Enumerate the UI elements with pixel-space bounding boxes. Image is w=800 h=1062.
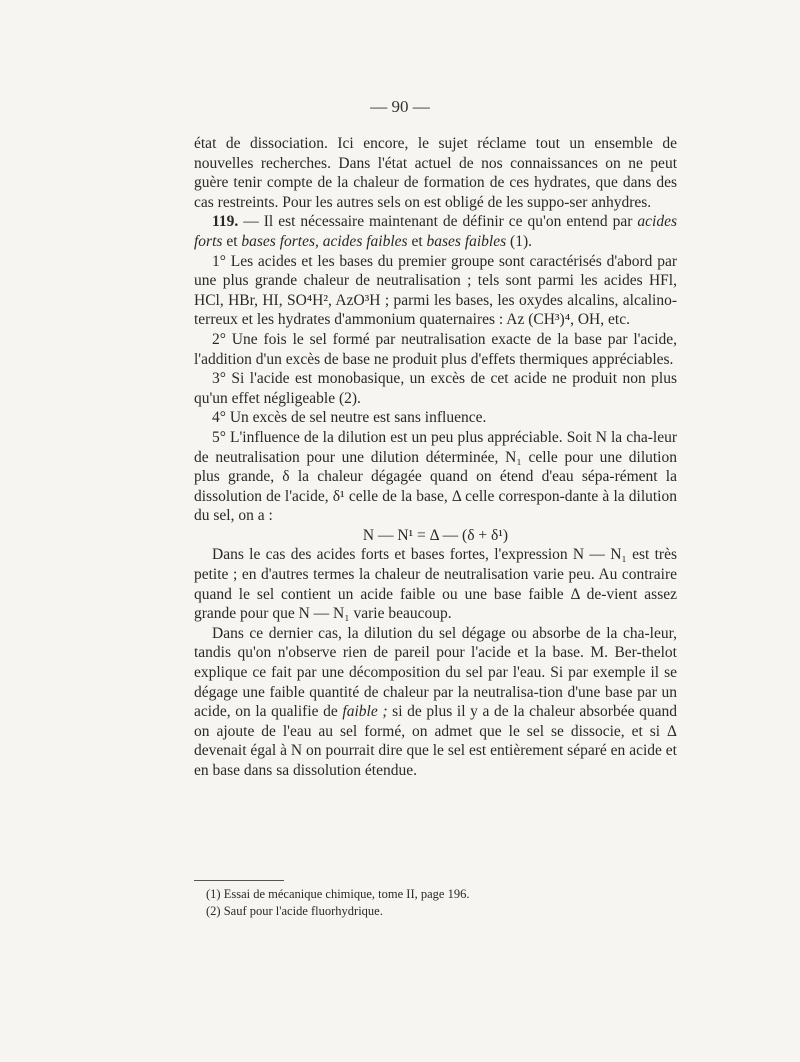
text-run: si de plus il y a de la chaleur absorbée quand on ajoute de l'eau au sel formé, on admet que le sel se dissocie, et si Δ devenait égal à N on pourrait dire que le sel est entièrement séparé en acide et en base dans sa dissolution étendue. (194, 703, 677, 779)
text-run: et (222, 232, 242, 250)
footnote-2: (2) Sauf pour l'acide fluorhydrique. (206, 904, 383, 918)
section-number: 119. (212, 213, 239, 231)
text-run: Dans ce dernier cas, la dilution du sel dégage ou absorbe de la cha-leur, tandis qu'on n'observe rien de pareil pour l'acide et la base. M. Ber-thelot explique ce fait par une décomposition du sel par l'eau. Si par exemple il se dégage une faible quantité de chaleur par la neutralisa-tion d'une base par un acide, on la qualifie de (194, 624, 677, 721)
italic-term: faible ; (342, 703, 388, 721)
italic-term: bases faibles (426, 232, 507, 250)
page-number: — 90 — (370, 97, 430, 116)
text-run: et (407, 232, 427, 250)
paragraph-point-2: 2° Une fois le sel formé par neutralisation exacte de la base par l'acide, l'addition d'un excès de base ne produit plus d'effets thermiques appréciables. (194, 330, 677, 368)
italic-term: acides forts (194, 213, 677, 250)
footnote-1: (1) Essai de mécanique chimique, tome II, page 196. (206, 887, 470, 901)
paragraph-point-1: 1° Les acides et les bases du premier groupe sont caractérisés d'abord par une plus grande chaleur de neutralisation ; tels sont parmi les acides HFl, HCl, HBr, HI, SO⁴H², AzO³H ; parmi les bases, les oxydes alcalins, alcalino-terreux et les hydrates d'ammonium quaternaires : Az (CH³)⁴, OH, etc. (194, 252, 677, 329)
paragraph-point-5: 5° L'influence de la dilution est un peu plus appréciable. Soit N la cha-leur de neutralisation pour une dilution déterminée, N₁ celle pour une dilution plus grande, δ la chaleur dégagée quand on étend d'eau sépa-rément la dissolution de l'acide, δ¹ celle de la base, Δ celle correspon-dante à la dilution du sel, on a : (194, 428, 677, 525)
text-run: — Il est nécessaire maintenant de définir ce qu'on entend par (238, 213, 638, 231)
text-run: (1). (506, 232, 532, 250)
italic-term: bases fortes, acides faibles (241, 232, 408, 250)
paragraph-dilution (194, 624, 677, 781)
footnote-divider (194, 880, 284, 881)
paragraph-strong-acids: Dans le cas des acides forts et bases fortes, l'expression N — N₁ est très petite ; en d'autres termes la chaleur de neutralisation varie peu. Au contraire quand le sel contient un acide faible ou une base faible Δ de-vient assez grande pour que N — N₁ varie beaucoup. (194, 546, 677, 623)
body-text (194, 134, 677, 781)
paragraph-continuation: état de dissociation. Ici encore, le sujet réclame tout un ensemble de nouvelles recherches. Dans l'état actuel de nos connaissances on ne peut guère tenir compte de la chaleur de formation de ces hydrates, que dans des cas restreints. Pour les autres sels on est obligé de les suppo-ser anhydres. (194, 135, 677, 211)
paragraph-point-3: 3° Si l'acide est monobasique, un excès de cet acide ne produit non plus qu'un effet négligeable (2). (194, 370, 677, 407)
equation: N — N¹ = Δ — (δ + δ¹) (362, 526, 509, 544)
footnotes (194, 886, 677, 920)
paragraph-point-4: 4° Un excès de sel neutre est sans influence. (212, 409, 487, 427)
paragraph-section-119 (194, 212, 677, 251)
